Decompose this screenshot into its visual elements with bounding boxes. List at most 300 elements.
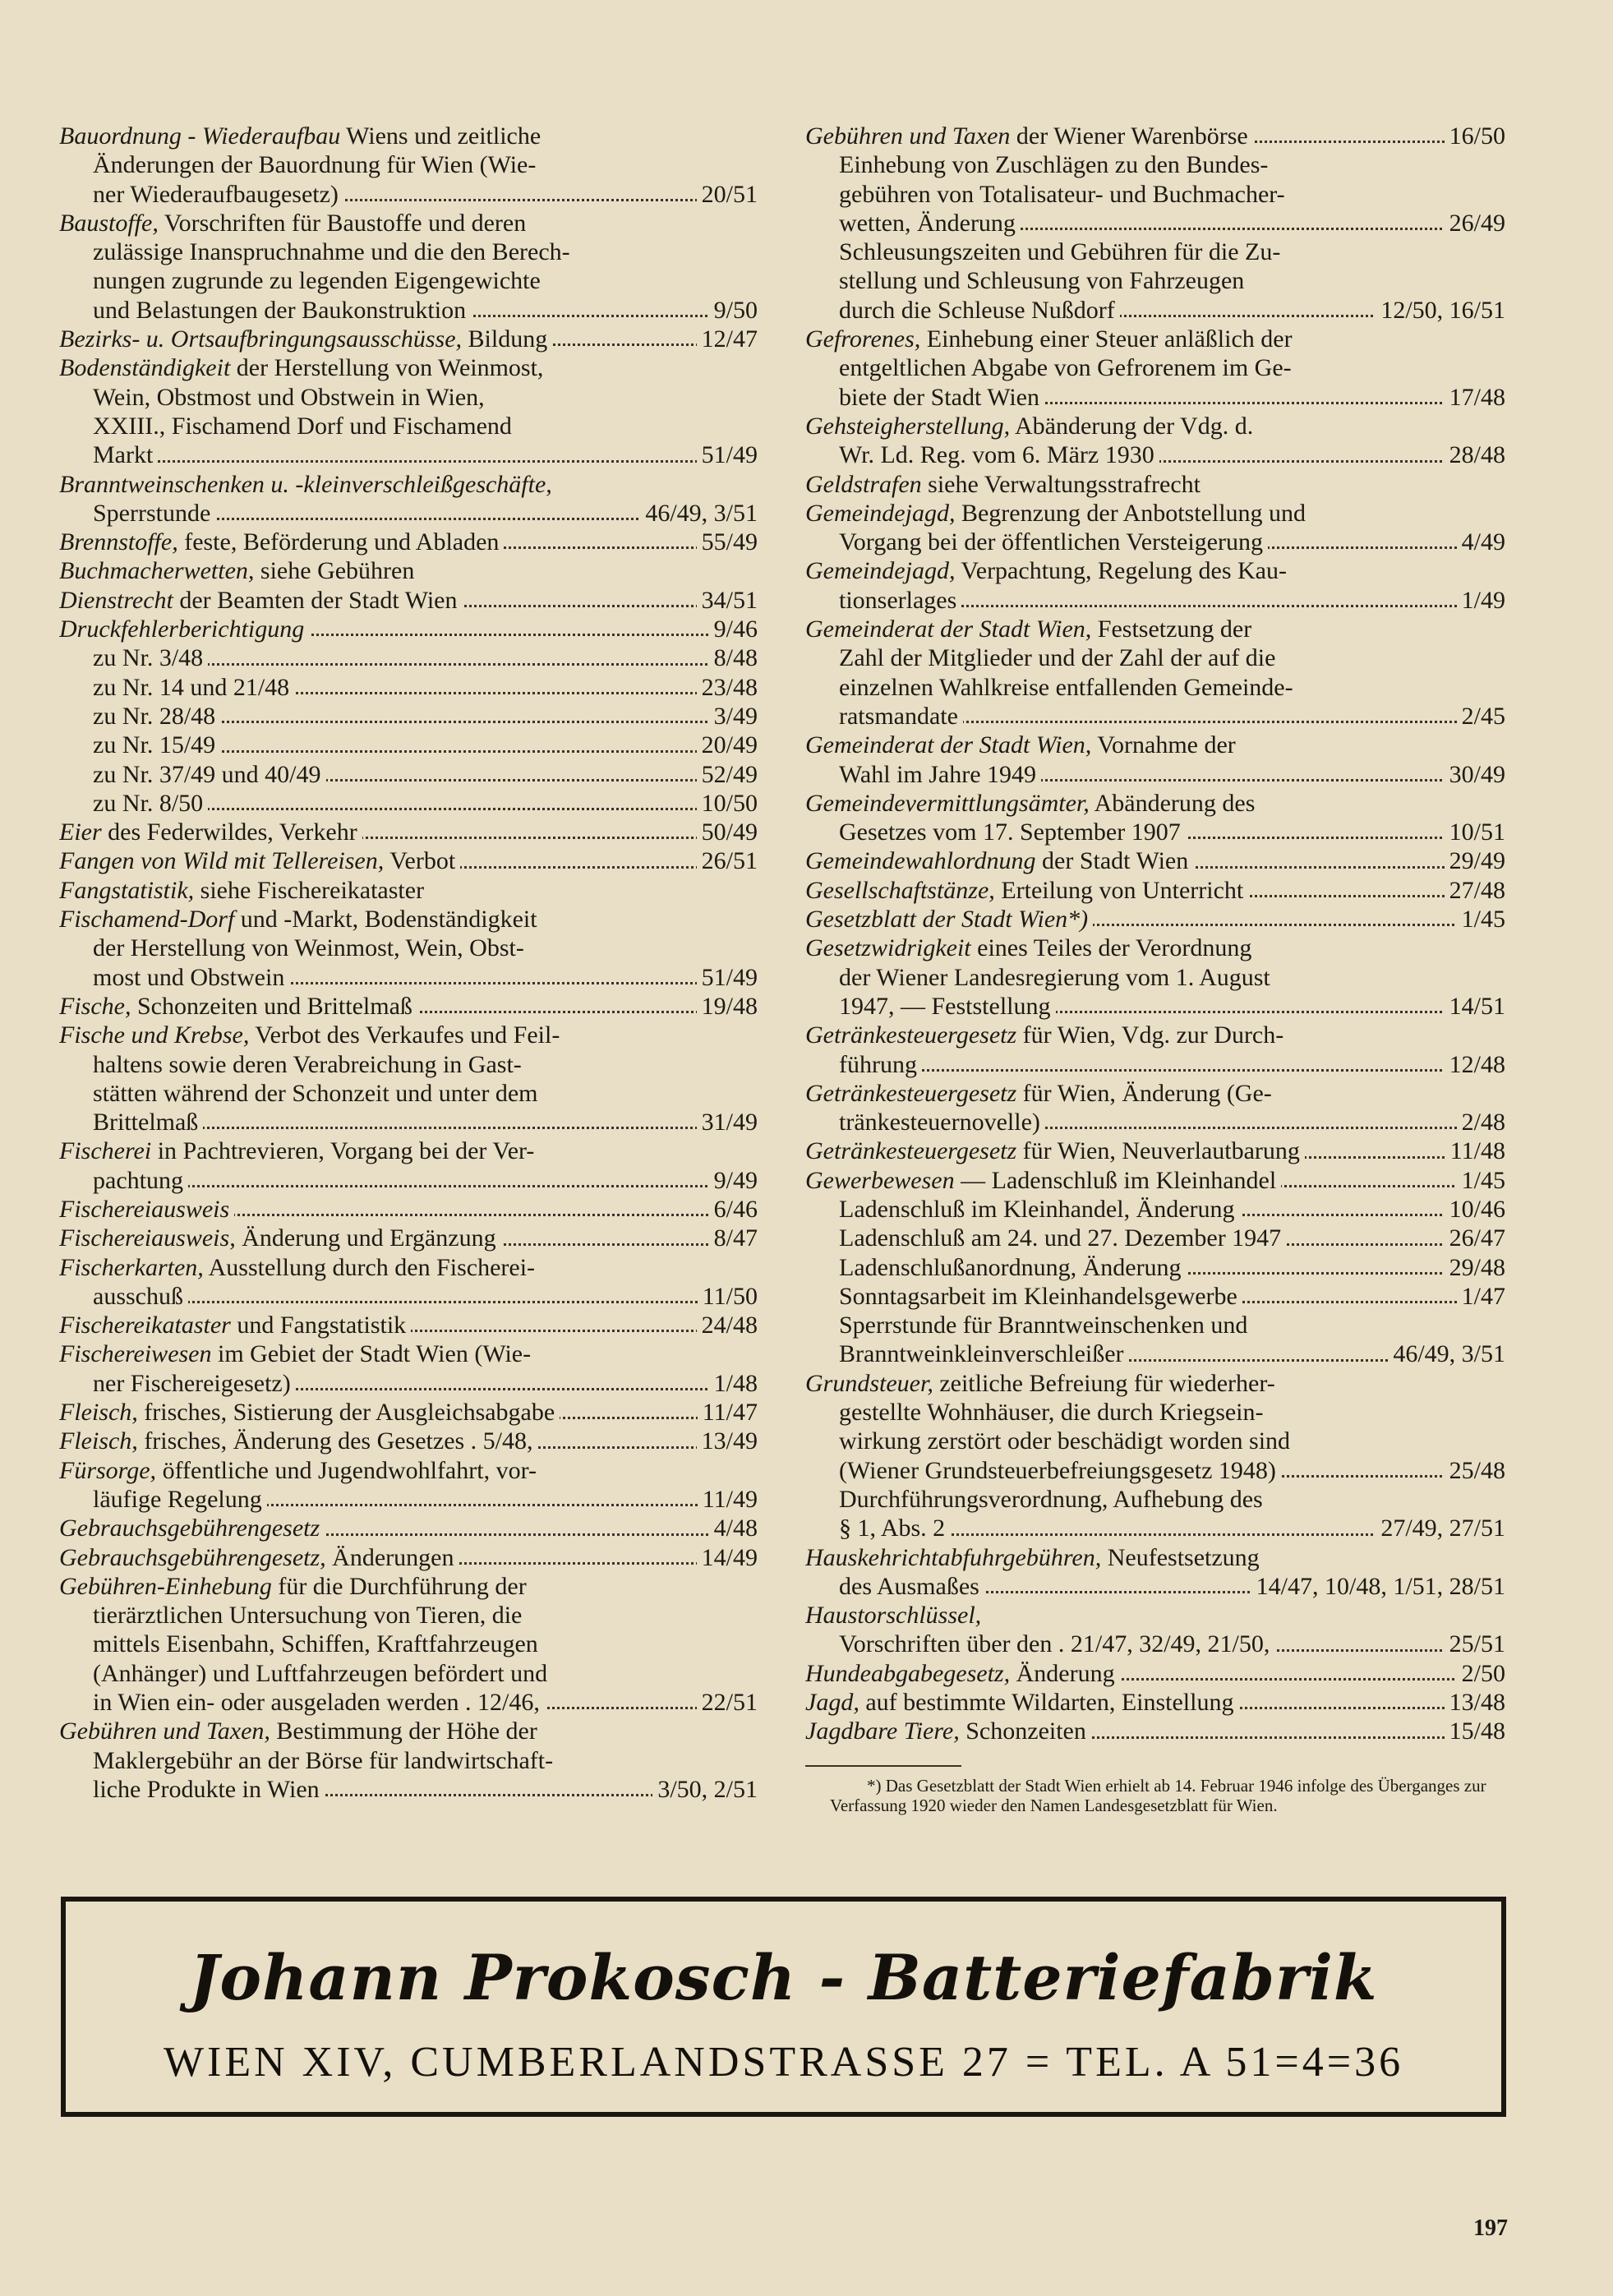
index-entry-line — [805, 615, 1505, 643]
index-entry — [59, 1572, 758, 1717]
index-entry-text — [93, 1370, 296, 1397]
index-entry-text — [839, 441, 1159, 468]
page-reference: 11/47 — [698, 1398, 758, 1427]
index-entry-line — [59, 586, 758, 615]
index-keyword: Fangstatistik, — [59, 876, 195, 904]
index-entry-text — [59, 1399, 560, 1426]
index-entry-line — [805, 528, 1505, 556]
index-entry-line — [59, 643, 758, 672]
index-entry-text — [59, 1224, 501, 1252]
index-entry — [59, 1339, 758, 1398]
page-reference: 1/45 — [1457, 905, 1505, 934]
page-reference: 24/48 — [697, 1311, 758, 1339]
index-entry-text — [805, 325, 1297, 353]
index-entry-text — [59, 528, 504, 556]
index-entry-text — [59, 818, 362, 846]
index-description: Verbot — [384, 847, 456, 875]
index-description: Wiens und zeitliche — [340, 122, 542, 150]
index-entry-line — [59, 905, 758, 934]
index-entry — [805, 1543, 1505, 1602]
index-description: auf bestimmte Wildarten, Einstellung — [859, 1689, 1234, 1717]
index-description: entgeltlichen Abgabe von Gefrorenem im Ge- — [839, 354, 1292, 382]
index-entry-line — [805, 556, 1505, 585]
index-keyword: Haustorschlüssel, — [805, 1602, 982, 1630]
index-description: (Anhänger) und Luftfahrzeugen befördert und — [93, 1659, 548, 1687]
index-keyword: Gemeinderat der Stadt Wien, — [805, 615, 1092, 643]
index-entry-line — [805, 209, 1505, 237]
index-entry-text — [93, 1283, 188, 1310]
index-keyword: Gemeindewahlordnung — [805, 847, 1036, 875]
index-entry-text — [93, 1080, 543, 1107]
index-entry-text — [93, 790, 208, 817]
index-keyword: Dienstrecht — [59, 586, 173, 614]
index-keyword: Fleisch, — [59, 1427, 138, 1455]
index-entry — [805, 412, 1505, 470]
index-entry-text — [59, 1573, 532, 1600]
index-entry-line — [59, 731, 758, 759]
index-entry-text — [839, 1312, 1252, 1339]
index-entry — [805, 905, 1505, 934]
page-reference: 9/50 — [709, 296, 758, 325]
page-reference: 26/49 — [1445, 209, 1505, 237]
index-entry-line — [805, 963, 1505, 992]
index-entry — [59, 1543, 758, 1572]
page-reference: 3/49 — [709, 702, 758, 731]
index-entry — [805, 1369, 1505, 1543]
index-keyword: Gemeindejagd, — [805, 557, 956, 585]
page-reference: 15/48 — [1445, 1717, 1505, 1745]
index-keyword: Fürsorge, — [59, 1456, 157, 1484]
index-entry-line — [59, 992, 758, 1021]
index-entry — [805, 470, 1505, 499]
index-keyword: Fischereiausweis — [59, 1195, 230, 1223]
index-entry-line — [805, 1282, 1505, 1311]
index-entry-line — [805, 1253, 1505, 1282]
index-entry-text — [805, 1544, 1265, 1571]
index-entry-text — [93, 674, 294, 701]
index-entry-text — [805, 500, 1311, 527]
index-entry-text — [93, 1660, 552, 1687]
index-entry-text — [805, 1717, 1091, 1745]
index-entry — [59, 470, 758, 528]
index-entry-text — [839, 818, 1186, 846]
index-description: gestellte Wohnhäuser, die durch Kriegsein- — [839, 1399, 1264, 1427]
index-entry-text — [59, 1196, 234, 1223]
page-reference: 13/48 — [1445, 1688, 1505, 1717]
page-reference: 8/48 — [709, 643, 758, 672]
index-entry-text — [839, 587, 961, 614]
index-entry-text — [805, 122, 1253, 150]
index-entry-text — [805, 1167, 1281, 1194]
index-description: eines Teiles der Verordnung — [970, 934, 1252, 962]
index-entry-text — [805, 790, 1260, 817]
index-entry-line — [59, 876, 758, 905]
page-reference: 3/50, 2/51 — [652, 1775, 758, 1804]
index-entry-text — [59, 615, 309, 643]
index-entry-text — [805, 731, 1241, 758]
index-description: und Fangstatistik — [230, 1312, 407, 1339]
index-entry-text — [93, 413, 517, 440]
index-keyword: Fleisch, — [59, 1399, 138, 1427]
index-entry-line — [59, 528, 758, 556]
index-description: Markt — [93, 441, 154, 469]
index-description: Maklergebühr an der Börse für landwirtschaft- — [93, 1746, 554, 1774]
index-entry-text — [805, 1370, 1280, 1397]
index-description: und -Markt, Bodenständigkeit — [234, 906, 537, 934]
index-entry-text — [59, 993, 417, 1020]
index-entry-text — [59, 1137, 539, 1164]
index-entry — [59, 1195, 758, 1224]
index-keyword: Druckfehlerberichtigung — [59, 615, 305, 643]
index-entry-text — [839, 238, 1285, 265]
index-description: gebühren von Totalisateur- und Buchmacher- — [839, 180, 1285, 208]
index-entry-text — [839, 384, 1044, 411]
index-description: Sonntagsarbeit im Kleinhandelsgewerbe — [839, 1282, 1237, 1310]
index-entry-line — [59, 470, 758, 499]
index-entry-text — [839, 210, 1021, 237]
page-reference: 28/48 — [1445, 440, 1505, 469]
index-entry-text — [93, 1776, 325, 1803]
index-description: im Gebiet der Stadt Wien (Wie- — [211, 1340, 532, 1368]
index-keyword: Geldstrafen — [805, 470, 922, 498]
index-keyword: Gewerbewesen — [805, 1166, 955, 1194]
index-entry — [805, 1136, 1505, 1165]
index-entry-line — [805, 1311, 1505, 1339]
page-reference: 11/50 — [698, 1282, 758, 1311]
page-reference: 22/51 — [697, 1688, 758, 1717]
index-description: — Ladenschluß im Kleinhandel — [954, 1166, 1277, 1194]
index-entry-text — [59, 877, 429, 904]
index-entry-line — [59, 1659, 758, 1688]
index-keyword: Fischamend-Dorf — [59, 906, 235, 934]
index-entry-text — [805, 413, 1258, 440]
index-entry-line — [59, 1282, 758, 1311]
index-entry-line — [805, 1339, 1505, 1368]
index-entry-line — [805, 1572, 1505, 1601]
index-keyword: Gebühren und Taxen, — [59, 1717, 270, 1745]
index-entry-line — [59, 1166, 758, 1195]
dot-leader — [839, 1069, 1505, 1072]
index-entry-line — [59, 818, 758, 846]
index-description: zu Nr. 37/49 und 40/49 — [93, 760, 321, 788]
index-entry-line — [805, 789, 1505, 818]
index-entry-line — [59, 440, 758, 469]
index-description: zu Nr. 28/48 — [93, 702, 216, 730]
index-entry-line — [805, 1717, 1505, 1745]
index-entry-text — [93, 238, 575, 265]
index-entry — [805, 1021, 1505, 1079]
index-description: (Wiener Grundsteuerbefreiungsgesetz 1948) — [839, 1456, 1276, 1484]
index-entry-text — [805, 1137, 1305, 1164]
index-keyword: Gefrorenes, — [805, 325, 921, 353]
page-reference: 10/51 — [1445, 818, 1505, 846]
index-entry-text — [59, 122, 546, 150]
dot-leader — [93, 1301, 758, 1303]
index-entry-text — [59, 587, 463, 614]
index-keyword: Gesellschaftstänze, — [805, 876, 995, 904]
index-entry-line — [59, 1136, 758, 1165]
page-reference: 46/49, 3/51 — [640, 499, 758, 528]
index-entry-line — [805, 1224, 1505, 1252]
index-keyword: Gehsteigherstellung, — [805, 412, 1011, 440]
index-description: der Wiener Warenbörse — [1010, 122, 1248, 150]
index-entry — [59, 992, 758, 1021]
index-entry — [805, 615, 1505, 731]
page-reference: 4/48 — [709, 1514, 758, 1542]
index-description: Ladenschluß am 24. und 27. Dezember 1947 — [839, 1224, 1282, 1252]
page-reference: 23/48 — [697, 673, 758, 702]
index-keyword: Grundsteuer, — [805, 1369, 933, 1397]
index-entry-text — [839, 1515, 950, 1542]
index-keyword: Getränkesteuergesetz — [805, 1079, 1017, 1107]
index-entry-text — [93, 181, 343, 208]
index-entry-line — [805, 150, 1505, 179]
index-entry-text — [59, 906, 542, 933]
index-keyword: Jagdbare Tiere, — [805, 1717, 960, 1745]
index-description: in Pachtrevieren, Vorgang bei der Ver- — [151, 1137, 535, 1165]
index-entry-text — [59, 1457, 542, 1484]
index-description: der Herstellung von Weinmost, — [230, 354, 544, 382]
index-description: Wahl im Jahre 1949 — [839, 760, 1037, 788]
index-entry — [59, 122, 758, 209]
index-keyword: Gemeindejagd, — [805, 499, 956, 527]
index-entry-line — [805, 1630, 1505, 1658]
index-entry-line — [59, 1021, 758, 1049]
footnote: *) Das Gesetzblatt der Stadt Wien erhielt ab 14. Februar 1946 infolge des Überganges zur Verfassung 1920 wieder den Namen Landesgesetzblatt für Wien. — [830, 1776, 1486, 1815]
index-entry-line — [59, 934, 758, 962]
index-entry-line — [805, 1514, 1505, 1542]
index-description: biete der Stadt Wien — [839, 383, 1039, 411]
index-entry-line — [59, 122, 758, 150]
index-description: Einhebung von Zuschlägen zu den Bundes- — [839, 151, 1269, 179]
index-entry-text — [839, 674, 1298, 701]
index-entry-text — [59, 471, 557, 498]
index-description: tionserlages — [839, 586, 957, 614]
page-reference: 51/49 — [697, 963, 758, 992]
index-description: einzelnen Wahlkreise entfallenden Gemeinde- — [839, 673, 1293, 701]
index-entry-line — [59, 150, 758, 179]
index-entry-line — [805, 1195, 1505, 1224]
index-entry-line — [59, 1339, 758, 1368]
index-description: stätten während der Schonzeit und unter dem — [93, 1079, 538, 1107]
index-keyword: Bezirks- u. Ortsaufbringungsausschüsse, — [59, 325, 463, 353]
index-keyword: Branntweinschenken u. -kleinverschleißgeschäfte, — [59, 470, 552, 498]
index-description: Abänderung des — [1089, 789, 1256, 817]
page-reference: 26/51 — [697, 846, 758, 875]
index-entry-line — [59, 1369, 758, 1398]
index-description: frisches, Sistierung der Ausgleichsabgabe — [137, 1399, 555, 1427]
index-description: § 1, Abs. 2 — [839, 1515, 946, 1542]
index-entry-line — [59, 383, 758, 412]
index-entry-line — [805, 1485, 1505, 1514]
index-entry-text — [805, 877, 1248, 904]
index-keyword: Getränkesteuergesetz — [805, 1021, 1017, 1049]
dot-leader — [93, 1185, 758, 1187]
index-entry-text — [59, 1254, 540, 1281]
index-entry-line — [805, 237, 1505, 266]
page-reference: 25/51 — [1445, 1630, 1505, 1658]
index-entry-line — [59, 1224, 758, 1252]
index-description: Neufestsetzung — [1101, 1543, 1260, 1571]
index-entry-text — [839, 1486, 1268, 1513]
index-entry-line — [59, 760, 758, 789]
index-entry — [805, 789, 1505, 847]
index-description: Änderungen — [325, 1543, 454, 1571]
index-entry-text — [59, 1312, 411, 1339]
index-entry-line — [59, 499, 758, 528]
index-entry — [805, 1659, 1505, 1688]
index-entry — [59, 1514, 758, 1542]
page-reference: 2/50 — [1457, 1659, 1505, 1688]
page-reference: 11/49 — [698, 1485, 758, 1514]
index-entry-line — [805, 1601, 1505, 1630]
page-reference: 55/49 — [697, 528, 758, 556]
page-reference: 25/48 — [1445, 1456, 1505, 1485]
index-entry-text — [805, 934, 1256, 961]
index-entry-line — [805, 643, 1505, 672]
page-reference: 34/51 — [697, 586, 758, 615]
index-description: tränkesteuernovelle) — [839, 1109, 1040, 1136]
index-keyword: Gebrauchsgebührengesetz — [59, 1515, 320, 1542]
page-reference: 30/49 — [1445, 760, 1505, 789]
index-entry-line — [805, 266, 1505, 295]
page-reference: 19/48 — [697, 992, 758, 1021]
index-entry-text — [93, 1630, 543, 1657]
index-entry-line — [805, 846, 1505, 875]
index-description: zu Nr. 3/48 — [93, 644, 204, 672]
page-reference: 1/48 — [709, 1369, 758, 1398]
index-entry-line — [59, 615, 758, 643]
index-keyword: Hauskehrichtabfuhrgebühren, — [805, 1543, 1102, 1571]
index-entry-line — [59, 1195, 758, 1224]
index-entry-text — [839, 1630, 1274, 1657]
index-entry-line — [59, 1717, 758, 1745]
index-entry-text — [839, 964, 1275, 991]
index-entry — [59, 353, 758, 469]
index-entry-text — [93, 500, 215, 527]
page-reference: 26/47 — [1445, 1224, 1505, 1252]
index-keyword: Jagd, — [805, 1689, 859, 1717]
index-entry-line — [805, 673, 1505, 702]
index-description: öffentliche und Jugendwohlfahrt, vor- — [156, 1456, 537, 1484]
index-entry-text — [93, 1486, 267, 1513]
index-description: siehe Gebühren — [254, 557, 415, 585]
index-entry — [59, 1021, 758, 1136]
index-column-left — [59, 122, 758, 1804]
index-entry-text — [839, 644, 1280, 671]
index-description: siehe Fischereikataster — [194, 876, 425, 904]
index-entry-line — [59, 1775, 758, 1804]
index-entry-text — [59, 1427, 538, 1455]
index-entry-line — [59, 412, 758, 440]
index-description: zu Nr. 15/49 — [93, 731, 216, 759]
index-entry — [59, 1311, 758, 1339]
page-reference: 9/49 — [709, 1166, 758, 1195]
page-reference: 27/49, 27/51 — [1376, 1514, 1505, 1542]
index-entry-line — [805, 1136, 1505, 1165]
page-reference: 10/50 — [697, 789, 758, 818]
index-entry-line — [805, 876, 1505, 905]
index-entry-line — [59, 1311, 758, 1339]
index-entry-line — [805, 1369, 1505, 1398]
index-description: feste, Beförderung und Abladen — [177, 528, 500, 556]
index-entry-line — [805, 296, 1505, 325]
index-description: der Stadt Wien — [1035, 847, 1189, 875]
page-reference: 20/49 — [697, 731, 758, 759]
index-entry — [805, 1166, 1505, 1369]
index-entry-line — [805, 383, 1505, 412]
index-description: für Wien, Änderung (Ge- — [1016, 1079, 1272, 1107]
index-entry-text — [839, 1340, 1129, 1367]
advertisement-address: WIEN XIV, CUMBERLANDSTRASSE 27 = TEL. A 51=4=36 — [163, 2039, 1404, 2086]
index-description: führung — [839, 1050, 917, 1078]
index-entry-line — [59, 237, 758, 266]
index-entry-line — [59, 1050, 758, 1079]
index-description: Vorgang bei der öffentlichen Versteigerung — [839, 528, 1263, 556]
index-keyword: Gebrauchsgebührengesetz, — [59, 1543, 326, 1571]
index-description: Sperrstunde — [93, 499, 211, 527]
index-description: für die Durchführung der — [271, 1572, 527, 1600]
index-entry — [805, 499, 1505, 557]
index-description: siehe Verwaltungsstrafrecht — [921, 470, 1201, 498]
index-entry-text — [805, 847, 1193, 874]
index-entry-text — [59, 557, 419, 584]
index-entry-line — [59, 1514, 758, 1542]
index-description: ratsmandate — [839, 702, 958, 730]
page-reference: 17/48 — [1445, 383, 1505, 412]
index-entry-line — [59, 325, 758, 353]
index-entry-text — [805, 1689, 1238, 1716]
index-description: Änderungen der Bauordnung für Wien (Wie- — [93, 151, 537, 179]
index-entry-text — [59, 325, 552, 353]
index-entry-text — [93, 761, 326, 788]
index-entry-line — [59, 1630, 758, 1658]
index-keyword: Fischerkarten, — [59, 1253, 204, 1281]
page-reference: 20/51 — [697, 180, 758, 209]
index-keyword: Gebühren und Taxen — [805, 122, 1011, 150]
index-entry-text — [59, 1515, 325, 1542]
index-entry-line — [805, 702, 1505, 731]
index-entry-line — [805, 1079, 1505, 1108]
index-entry-line — [805, 1108, 1505, 1136]
index-entry-text — [59, 1340, 536, 1367]
index-entry-text — [93, 964, 289, 991]
index-entry-text — [59, 1717, 542, 1745]
index-entry-line — [805, 470, 1505, 499]
index-description: für Wien, Vdg. zur Durch- — [1016, 1021, 1284, 1049]
index-entry-text — [839, 297, 1120, 324]
index-entry — [59, 586, 758, 615]
page-reference: 12/50, 16/51 — [1376, 296, 1505, 325]
index-entry-text — [839, 528, 1268, 556]
index-entry-line — [59, 209, 758, 237]
page-reference: 52/49 — [697, 760, 758, 789]
index-entry-text — [839, 1573, 984, 1600]
index-entry-text — [59, 210, 531, 237]
index-entry — [805, 556, 1505, 615]
page-reference: 46/49, 3/51 — [1388, 1339, 1505, 1368]
index-description: most und Obstwein — [93, 963, 285, 991]
index-entry-text — [839, 993, 1056, 1020]
page-reference: 1/49 — [1457, 586, 1505, 615]
index-entry — [805, 731, 1505, 789]
index-entry-text — [93, 151, 541, 178]
index-entry-text — [93, 267, 546, 294]
index-entry — [59, 876, 758, 905]
index-entry-text — [93, 441, 158, 468]
index-description: Schonzeiten — [959, 1717, 1086, 1745]
index-entry — [59, 1224, 758, 1252]
